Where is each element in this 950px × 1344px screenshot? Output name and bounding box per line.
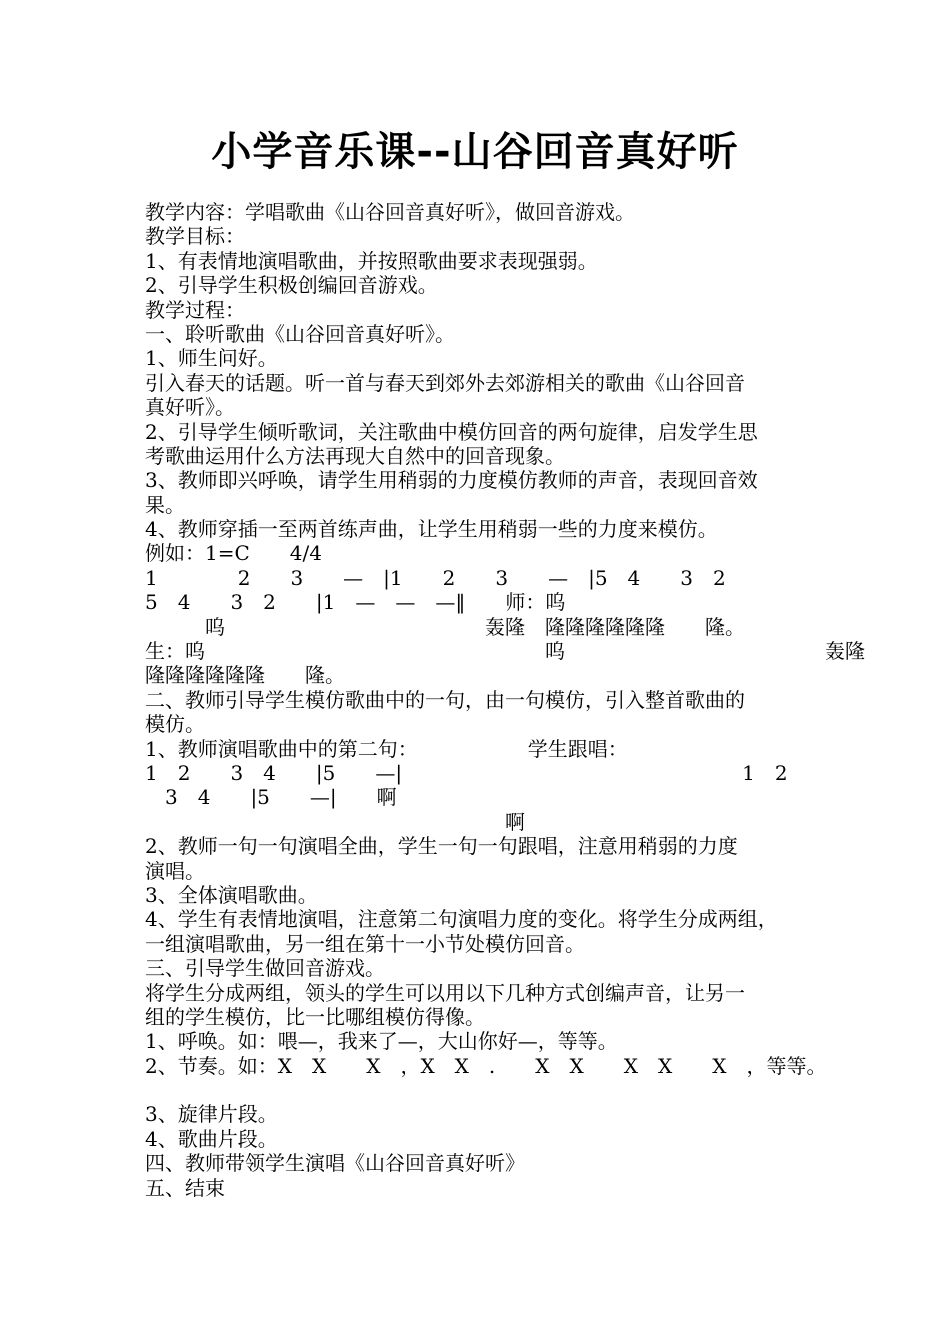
- text-line: 4、教师穿插一至两首练声曲，让学生用稍弱一些的力度来模仿。: [145, 517, 718, 542]
- text-line: 4、歌曲片段。: [145, 1126, 278, 1151]
- document-body: [145, 200, 865, 1200]
- text-line: 教学内容：学唱歌曲《山谷回音真好听》，做回音游戏。: [145, 200, 635, 224]
- text-line: 一、聆听歌曲《山谷回音真好听》。: [145, 321, 455, 346]
- text-line: 1、教师演唱歌曲中的第二句： 学生跟唱：: [145, 736, 628, 761]
- text-line: 2、引导学生积极创编回音游戏。: [145, 273, 438, 298]
- text-line: 生：呜 呜 轰隆: [145, 639, 865, 664]
- text-line: 将学生分成两组，领头的学生可以用以下几种方式创编声音，让另一: [145, 980, 745, 1005]
- text-line: 1、师生问好。: [145, 346, 278, 371]
- text-line: 2、引导学生倾听歌词，关注歌曲中模仿回音的两句旋律，启发学生思: [145, 419, 758, 444]
- text-line: 教学过程：: [145, 297, 245, 322]
- text-line: 1 2 3 — |1 2 3 — |5 4 3 2: [145, 565, 726, 590]
- text-line: 演唱。: [145, 858, 205, 883]
- text-line: 模仿。: [145, 712, 205, 737]
- text-line: 教学目标：: [145, 224, 245, 249]
- text-line: 4、学生有表情地演唱，注意第二句演唱力度的变化。将学生分成两组，: [145, 907, 778, 932]
- text-line: 啊: [145, 809, 525, 834]
- text-line: 组的学生模仿，比一比哪组模仿得像。: [145, 1004, 485, 1029]
- text-line: 3、教师即兴呼唤，请学生用稍弱的力度模仿教师的声音，表现回音效: [145, 468, 758, 493]
- text-line: [145, 1078, 810, 1102]
- text-line: 1 2 3 4 |5 —| 1 2: [145, 760, 788, 785]
- text-line: 2、节奏。如：X X X ，X X . X X X X X ，等等。: [145, 1053, 827, 1078]
- text-line: 隆隆隆隆隆隆 隆。: [145, 663, 345, 688]
- text-line: 真好听》。: [145, 395, 235, 420]
- text-line: 3、旋律片段。: [145, 1102, 278, 1127]
- text-line: 五、结束: [145, 1175, 225, 1200]
- text-line: 引入春天的话题。听一首与春天到郊外去郊游相关的歌曲《山谷回音: [145, 370, 745, 395]
- text-line: 2、教师一句一句演唱全曲，学生一句一句跟唱，注意用稍弱的力度: [145, 834, 738, 859]
- page-title: 小学音乐课--山谷回音真好听: [211, 129, 739, 175]
- text-line: 1、呼唤。如：喂—，我来了—，大山你好—，等等。: [145, 1029, 618, 1054]
- text-line: 一组演唱歌曲，另一组在第十一小节处模仿回音。: [145, 931, 585, 956]
- text-line: 四、教师带领学生演唱《山谷回音真好听》: [145, 1151, 525, 1176]
- text-line: 5 4 3 2 |1 — — —‖ 师：呜: [145, 590, 566, 615]
- text-line: 3 4 |5 —| 啊: [145, 785, 397, 810]
- text-line: 果。: [145, 492, 185, 517]
- text-line: 考歌曲运用什么方法再现大自然中的回音现象。: [145, 443, 565, 468]
- text-line: 二、教师引导学生模仿歌曲中的一句，由一句模仿，引入整首歌曲的: [145, 687, 745, 712]
- text-line: 3、全体演唱歌曲。: [145, 882, 318, 907]
- text-line: 呜 轰隆 隆隆隆隆隆隆 隆。: [145, 614, 745, 639]
- text-line: 三、引导学生做回音游戏。: [145, 956, 385, 981]
- text-line: 1、有表情地演唱歌曲，并按照歌曲要求表现强弱。: [145, 248, 598, 273]
- text-line: 例如：1=C 4/4: [145, 541, 322, 566]
